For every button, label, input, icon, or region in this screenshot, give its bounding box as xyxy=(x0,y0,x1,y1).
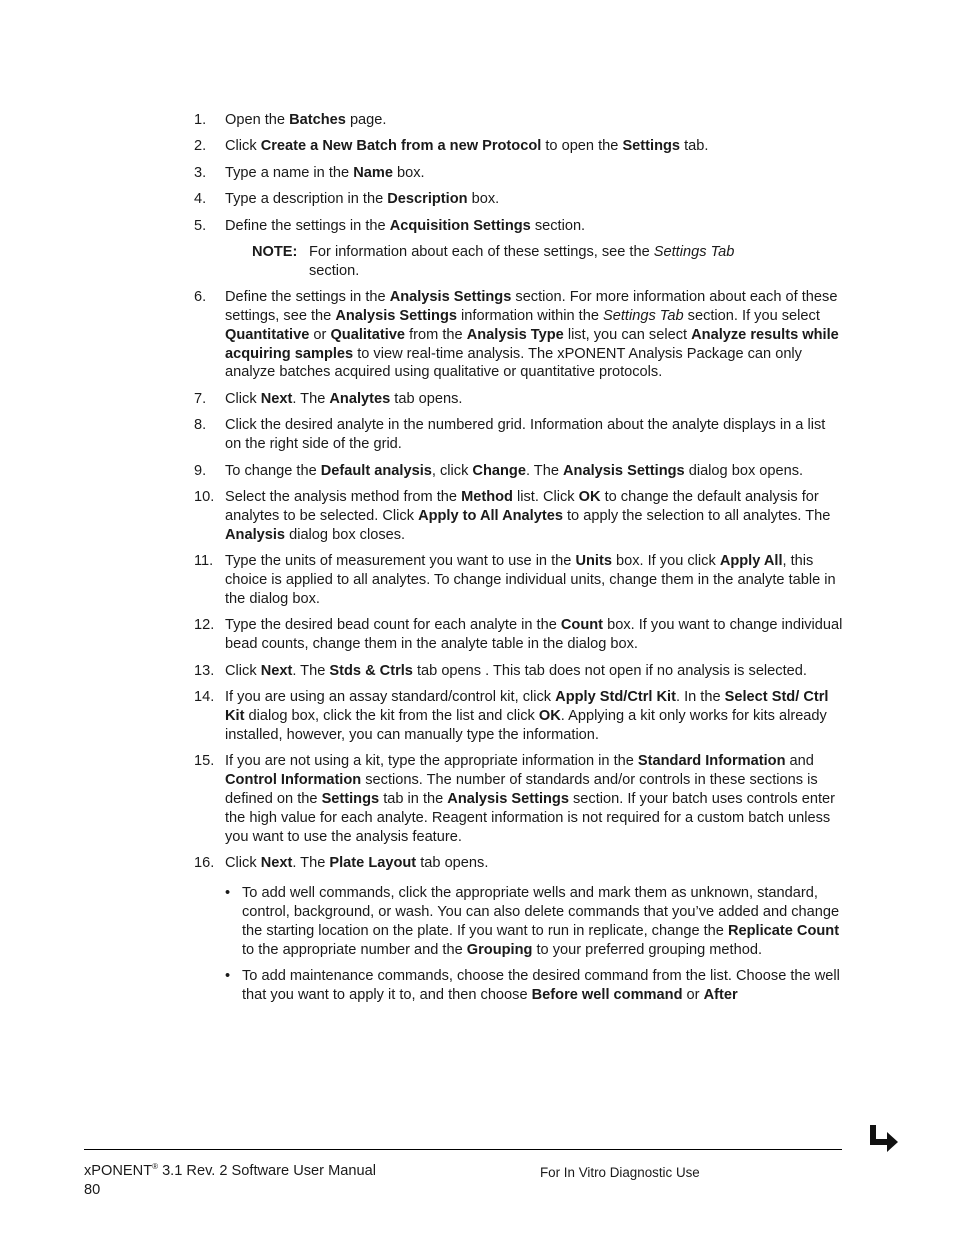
bold-term: Before well command xyxy=(531,987,683,1004)
text-run: section. If you select xyxy=(683,307,820,324)
step-text xyxy=(225,688,844,745)
bullet-item xyxy=(225,967,844,1005)
bold-term: Analyze results while acquiring samples xyxy=(225,326,839,362)
step-text xyxy=(225,217,844,236)
step-text xyxy=(225,552,844,609)
procedure-steps xyxy=(194,111,844,1013)
text-run: box. If you want to change individual bead counts, change them in the analyte table in the dialog box. xyxy=(225,617,843,653)
bold-term: OK xyxy=(578,489,601,505)
text-run: tab opens . This tab does not open if no analysis is selected. xyxy=(412,662,807,679)
text-run: Click xyxy=(225,390,261,407)
bold-term: Next xyxy=(260,662,293,679)
step-text xyxy=(225,137,844,156)
text-run: page. xyxy=(345,112,387,128)
text-run: Type the desired bead count for each analyte in the xyxy=(225,617,561,634)
text-run: section. If your batch uses controls enter the high value for each analyte. Reagent information is not required for a custom batch unless you want to use the analysis feature. xyxy=(225,791,836,845)
step-text xyxy=(225,616,844,654)
text-run: box. xyxy=(392,164,425,181)
step-number: 11. xyxy=(194,553,214,570)
text-run: . The xyxy=(525,462,563,479)
text-run: to open the xyxy=(541,138,623,155)
bold-term: Replicate Count xyxy=(727,923,840,940)
text-run: . Applying a kit only works for kits already installed, however, you can manually type the information. xyxy=(225,708,827,743)
text-run: section. xyxy=(309,262,360,279)
bold-term: Default analysis xyxy=(320,462,432,479)
text-run: To add well commands, click the appropriate wells and mark them as unknown, standard, control, background, or wash. You can also delete commands that you’ve added and change the starting location on the plate. If you want to run in replicate, change the xyxy=(242,885,840,940)
footer-rule xyxy=(84,1149,842,1150)
step-item xyxy=(194,688,844,745)
step-number: 14. xyxy=(194,689,215,706)
step-number: 7. xyxy=(194,390,207,407)
text-run: tab. xyxy=(680,138,709,155)
text-run: dialog box opens. xyxy=(684,462,804,479)
step-text xyxy=(225,390,844,409)
text-run: or xyxy=(309,326,331,343)
step-item xyxy=(194,164,844,183)
bold-term: Analysis xyxy=(225,526,286,543)
text-run: If you are not using a kit, type the appropriate information in the xyxy=(225,753,638,770)
bold-term: Qualitative xyxy=(330,326,406,343)
note-block xyxy=(252,243,772,281)
step-text xyxy=(225,111,844,130)
step-item xyxy=(194,616,844,654)
step-number: 4. xyxy=(194,191,207,208)
italic-ref: Settings Tab xyxy=(603,307,684,324)
step-item xyxy=(194,662,844,681)
text-run: to apply the selection to all analytes. The xyxy=(562,507,831,524)
bold-term: Plate Layout xyxy=(329,855,417,872)
text-run: section. For more information about each of these settings, see the xyxy=(225,288,838,324)
step-item xyxy=(194,552,844,609)
italic-ref: Settings Tab xyxy=(653,244,735,261)
bold-term: Batches xyxy=(289,112,346,128)
step-item xyxy=(194,217,844,236)
text-run: box. xyxy=(467,191,500,208)
bold-term: Acquisition Settings xyxy=(389,217,531,234)
bold-term: Quantitative xyxy=(225,326,310,343)
text-run: section. xyxy=(530,217,586,234)
text-run: list. Click xyxy=(512,489,579,505)
text-run: or xyxy=(682,987,704,1004)
step-item xyxy=(194,288,844,383)
bullet-mark: • xyxy=(225,885,231,902)
text-run: To change the xyxy=(225,462,321,479)
bold-term: Control Information xyxy=(225,772,362,789)
text-run: Define the settings in the xyxy=(225,288,390,305)
step-number: 2. xyxy=(194,138,207,155)
text-run: sections. The number of standards and/or controls in these sections is defined on the xyxy=(225,772,818,808)
bold-term: Analysis Settings xyxy=(563,462,685,479)
bold-term: Settings xyxy=(321,791,380,808)
footer-manual-title xyxy=(84,1162,376,1181)
text-run: tab in the xyxy=(379,791,448,808)
text-run: To add maintenance commands, choose the desired command from the list. Choose the well that you want to apply it to, and then choose xyxy=(242,968,840,1004)
step-item xyxy=(194,390,844,409)
text-run: box. If you click xyxy=(611,553,720,570)
text-run: and xyxy=(785,753,814,770)
step-number: 12. xyxy=(194,617,215,634)
step-number: 13. xyxy=(194,662,215,679)
bold-term: Standard Information xyxy=(637,753,786,770)
text-run: . In the xyxy=(675,689,725,706)
step-text xyxy=(225,854,844,873)
step-number: 1. xyxy=(194,112,207,128)
bold-term: Apply Std/Ctrl Kit xyxy=(555,689,676,706)
text-run: to your preferred grouping method. xyxy=(532,942,763,959)
text-run: Select the analysis method from the xyxy=(225,489,462,505)
step-item xyxy=(194,462,844,481)
text-run: Click xyxy=(225,855,261,872)
text-run: from the xyxy=(405,326,467,343)
text-run: . The xyxy=(292,390,330,407)
bold-term: Analysis Settings xyxy=(447,791,569,808)
text-run: Open the xyxy=(225,112,290,128)
bold-term: Settings xyxy=(622,138,681,155)
note-text xyxy=(309,243,772,281)
bold-term: After xyxy=(703,987,738,1004)
bold-term: Change xyxy=(472,462,526,479)
bold-term: Select Std/ Ctrl Kit xyxy=(225,689,829,725)
text-run: Click xyxy=(225,662,261,679)
bold-term: Name xyxy=(353,164,393,181)
bold-term: OK xyxy=(538,708,561,725)
text-run: Click xyxy=(225,138,261,155)
bold-term: Analytes xyxy=(329,390,391,407)
step-text xyxy=(225,488,844,545)
bold-term: Next xyxy=(260,390,293,407)
bold-term: Apply to All Analytes xyxy=(418,507,563,524)
text-run: If you are using an assay standard/control kit, click xyxy=(225,689,556,706)
step-item xyxy=(194,488,844,545)
step-text xyxy=(225,752,844,847)
step-text xyxy=(225,288,844,383)
bold-term: Method xyxy=(461,489,513,505)
bold-term: Apply All xyxy=(719,553,783,570)
bold-term: Grouping xyxy=(466,942,533,959)
step-text xyxy=(225,190,844,209)
bold-term: Analysis Type xyxy=(466,326,564,343)
text-run: list, you can select xyxy=(563,326,692,343)
text-run: information within the xyxy=(457,307,604,324)
bullet-text xyxy=(242,967,844,1005)
bold-term: Description xyxy=(387,191,468,208)
text-run: to change the default analysis for analytes to be selected. Click xyxy=(225,489,819,524)
bullet-list xyxy=(225,884,844,1005)
step-item xyxy=(194,190,844,209)
step-number: 5. xyxy=(194,217,207,234)
step-number: 3. xyxy=(194,164,207,181)
step-text xyxy=(225,662,844,681)
text-run: Click the desired analyte in the numbered grid. Information about the analyte displays in a list on the right side of the grid. xyxy=(225,417,826,453)
step-number: 16. xyxy=(194,855,215,872)
bold-term: Next xyxy=(260,855,293,872)
footer-usage: For In Vitro Diagnostic Use xyxy=(540,1165,700,1180)
bullet-mark: • xyxy=(225,968,231,985)
text-run: tab opens. xyxy=(390,390,463,407)
bullet-text xyxy=(242,884,844,960)
step-item xyxy=(194,854,844,873)
step-text xyxy=(225,462,844,481)
text-run: tab opens. xyxy=(416,855,489,872)
text-run: dialog box closes. xyxy=(285,526,406,543)
bold-term: Analysis Settings xyxy=(335,307,457,324)
footer-title-rest: 3.1 Rev. 2 Software User Manual xyxy=(158,1163,376,1179)
continue-arrow-icon xyxy=(866,1123,900,1153)
footer-product: xPONENT xyxy=(84,1163,153,1179)
step-text xyxy=(225,164,844,183)
registered-mark: ® xyxy=(152,1162,159,1172)
text-run: to the appropriate number and the xyxy=(242,942,467,959)
bold-term: Stds & Ctrls xyxy=(329,662,413,679)
bold-term: Units xyxy=(575,553,612,570)
text-run: . The xyxy=(292,855,330,872)
step-item xyxy=(194,111,844,130)
text-run: Type the units of measurement you want to use in the xyxy=(225,553,576,570)
footer-manual-info xyxy=(84,1162,376,1200)
text-run: For information about each of these settings, see the xyxy=(309,244,654,261)
bold-term: Analysis Settings xyxy=(389,288,512,305)
step-number: 15. xyxy=(194,753,215,770)
step-text xyxy=(225,416,844,454)
step-item xyxy=(194,137,844,156)
page-number: 80 xyxy=(84,1182,101,1198)
bold-term: Count xyxy=(560,617,604,634)
bullet-item xyxy=(225,884,844,960)
text-run: Define the settings in the xyxy=(225,217,390,234)
note-label: NOTE: xyxy=(252,244,298,261)
text-run: Type a description in the xyxy=(225,191,388,208)
bold-term: Create a New Batch from a new Protocol xyxy=(260,138,542,155)
text-run: to view real-time analysis. The xPONENT Analysis Package can only analyze batches acquired using qualitative or quantitative protocols. xyxy=(225,345,802,381)
text-run: . The xyxy=(292,662,330,679)
text-run: , click xyxy=(431,462,473,479)
step-number: 6. xyxy=(194,288,207,305)
text-run: , this choice is applied to all analytes. To change individual units, change them in the analyte table in the dialog box. xyxy=(225,553,836,608)
step-item xyxy=(194,416,844,454)
step-number: 8. xyxy=(194,417,207,434)
text-run: dialog box, click the kit from the list and click xyxy=(244,708,539,725)
step-number: 10. xyxy=(194,489,215,505)
step-number: 9. xyxy=(194,462,207,479)
text-run: Type a name in the xyxy=(225,164,354,181)
step-item xyxy=(194,752,844,847)
